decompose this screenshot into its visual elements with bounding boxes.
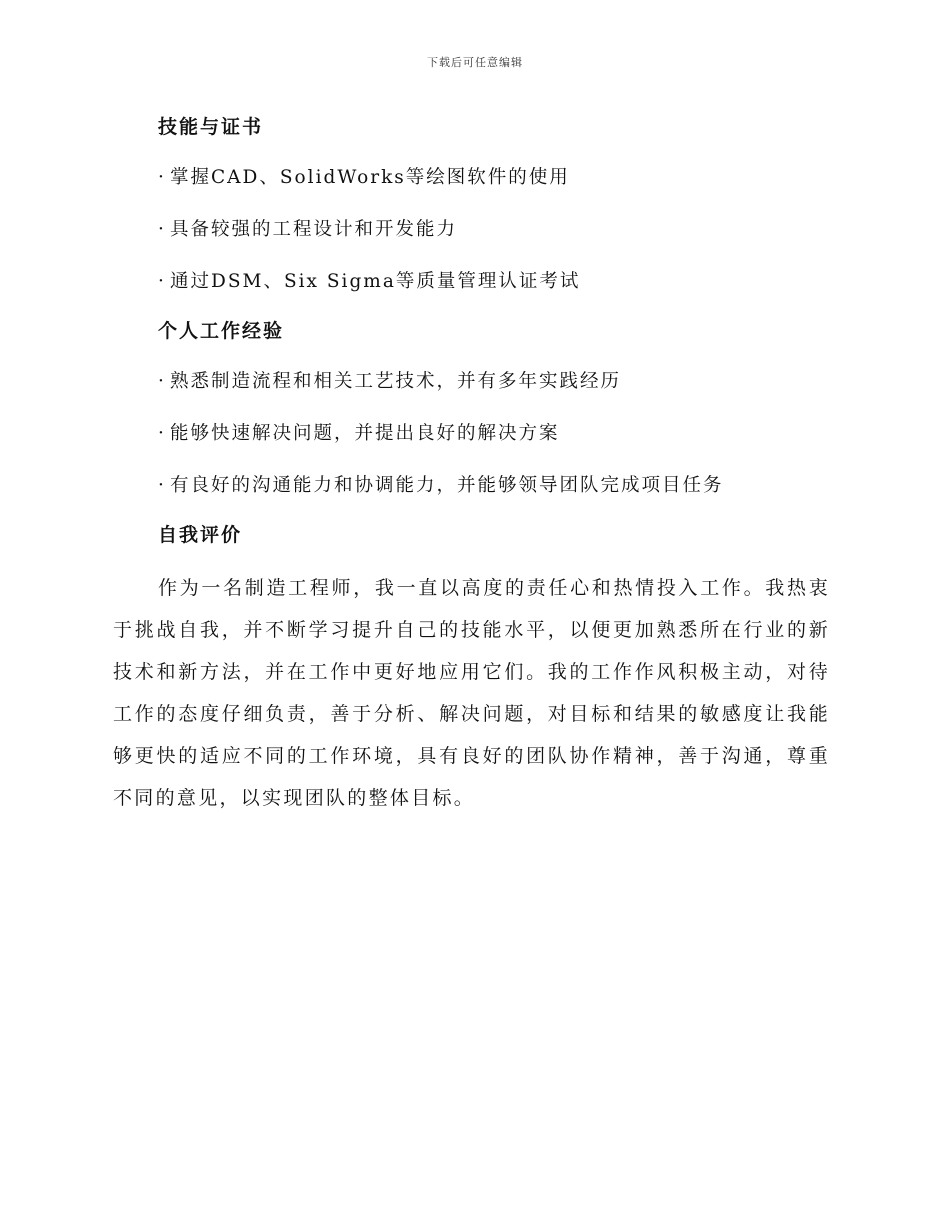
list-item <box>158 367 830 397</box>
section-heading-skills: 技能与证书 <box>158 116 264 138</box>
bullet-icon: · <box>158 423 166 444</box>
bullet-icon: · <box>158 271 166 292</box>
bullet-icon: · <box>158 475 166 496</box>
list-item-text: 掌握CAD、SolidWorks等绘图软件的使用 <box>170 167 570 188</box>
list-item-text: 具备较强的工程设计和开发能力 <box>170 219 458 240</box>
list-item-text: 能够快速解决问题，并提出良好的解决方案 <box>170 423 560 444</box>
list-item <box>158 419 830 449</box>
list-item-text: 熟悉制造流程和相关工艺技术，并有多年实践经历 <box>170 371 622 392</box>
bullet-icon: · <box>158 167 166 188</box>
section-heading-self-evaluation: 自我评价 <box>158 524 243 546</box>
document-body <box>113 112 830 819</box>
section-heading-experience: 个人工作经验 <box>158 320 285 342</box>
skills-list <box>113 163 830 297</box>
list-item <box>158 215 830 245</box>
list-item-text: 有良好的沟通能力和协调能力，并能够领导团队完成项目任务 <box>170 475 724 496</box>
list-item <box>158 163 830 193</box>
list-item <box>158 471 830 501</box>
list-item-text: 通过DSM、Six Sigma等质量管理认证考试 <box>170 271 581 292</box>
self-evaluation-paragraph: 作为一名制造工程师，我一直以高度的责任心和热情投入工作。我热衷于挑战自我，并不断学习提升自己的技能水平，以便更加熟悉所在行业的新技术和新方法，并在工作中更好地应用它们。我的工作作风积极主动，对待工作的态度仔细负责，善于分析、解决问题，对目标和结果的敏感度让我能够更快的适应不同的工作环境，具有良好的团队协作精神，善于沟通，尊重不同的意见，以实现团队的整体目标。 <box>113 577 830 809</box>
bullet-icon: · <box>158 371 166 392</box>
bullet-icon: · <box>158 219 166 240</box>
experience-list <box>113 367 830 501</box>
list-item <box>158 267 830 297</box>
page-header: 下载后可任意编辑 <box>427 56 523 69</box>
